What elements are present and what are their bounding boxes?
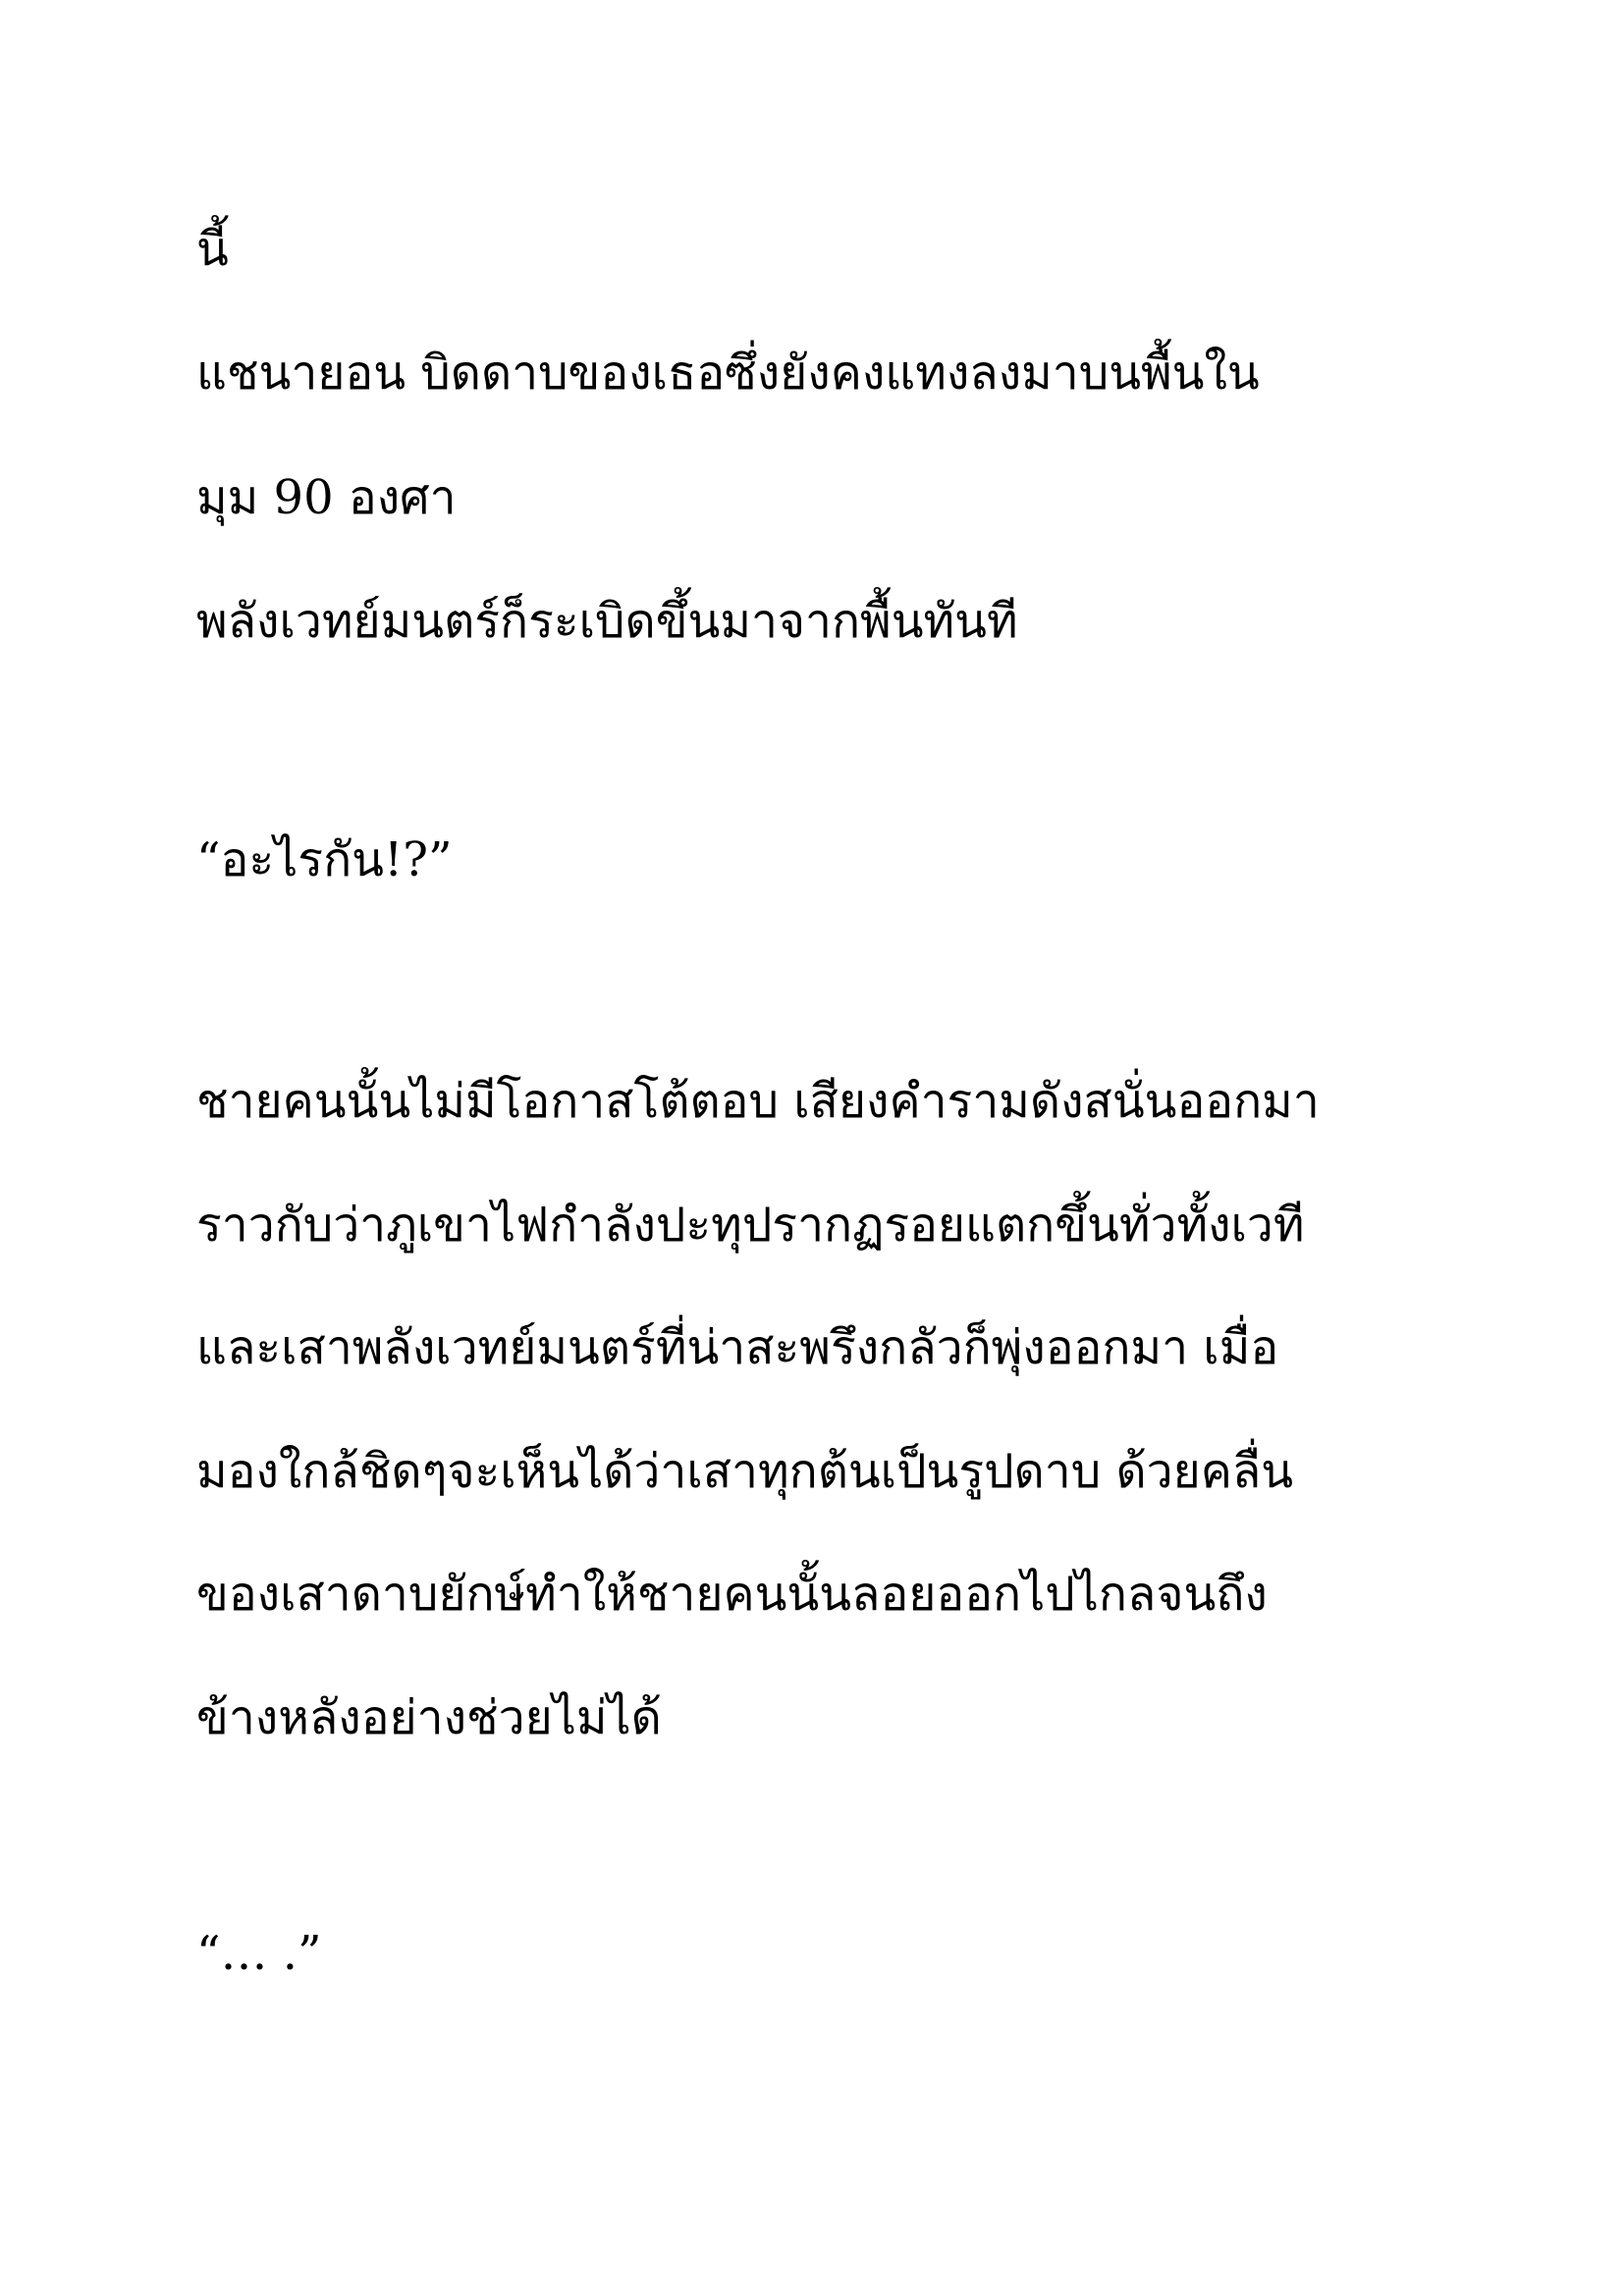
- text-line: ชายคนนั้นไม่มีโอกาสโต้ตอบ เสียงคำรามดังสนั่นออกมา: [196, 1074, 1320, 1129]
- text-line: มุม 90 องศา: [196, 470, 457, 525]
- text-line: ข้างหลังอย่างช่วยไม่ได้: [196, 1690, 662, 1745]
- text-line: มองใกล้ชิดๆจะเห็นได้ว่าเสาทุกต้นเป็นรูปดาบ ด้วยคลื่น: [196, 1444, 1294, 1499]
- text-line: แชนายอน บิดดาบของเธอซึ่งยังคงแทงลงมาบนพื้นใน: [196, 346, 1260, 400]
- text-line: ราวกับว่าภูเขาไฟกำลังปะทุปรากฏรอยแตกขึ้นทั่วทั้งเวที: [196, 1198, 1305, 1253]
- dialogue-line: “อะไรกัน!?”: [196, 832, 453, 887]
- text-line: พลังเวทย์มนตร์ก็ระเบิดขึ้นมาจากพื้นทันที: [196, 594, 1018, 649]
- text-line-fragment: นี้: [196, 222, 229, 277]
- text-line: ของเสาดาบยักษ์ทำให้ชายคนนั้นลอยออกไปไกลจนถึง: [196, 1567, 1268, 1622]
- dialogue-line-ellipsis: “… .”: [196, 1926, 322, 1981]
- text-line: และเสาพลังเวทย์มนตร์ที่น่าสะพรึงกลัวก็พุ่งออกมา เมื่อ: [196, 1320, 1279, 1375]
